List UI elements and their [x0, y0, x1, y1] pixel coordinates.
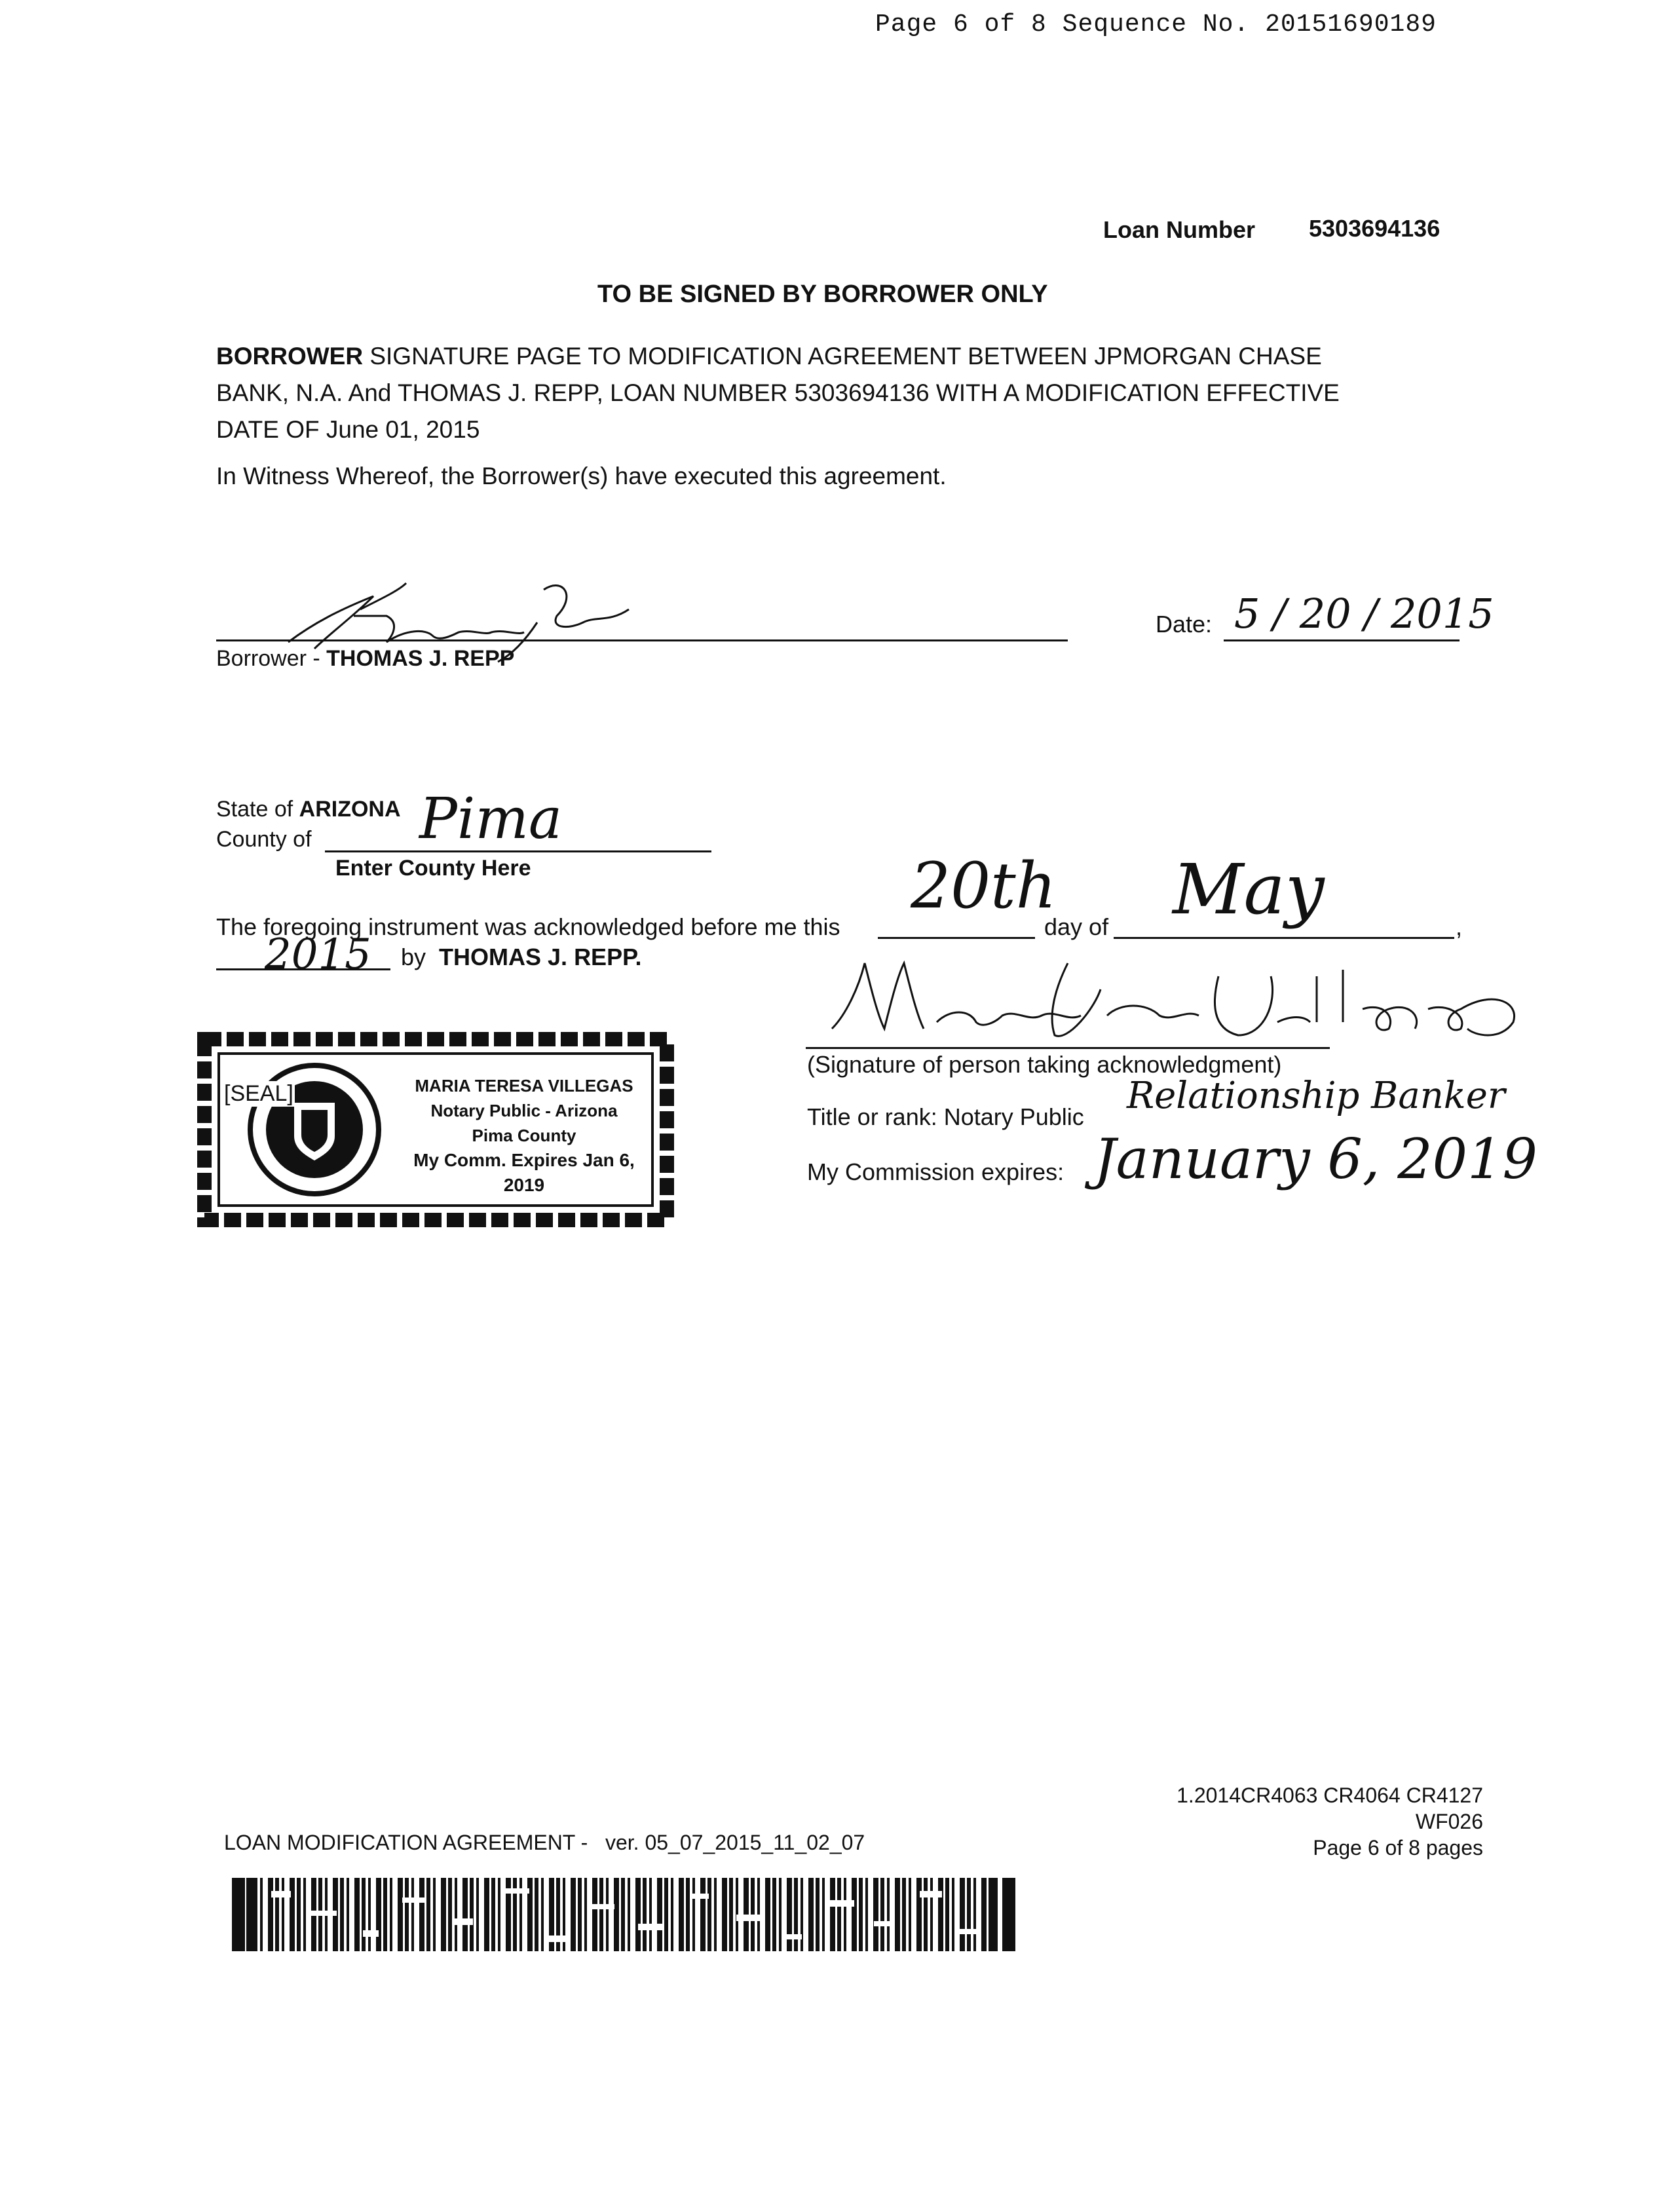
- sequence-header: Page 6 of 8 Sequence No. 20151690189: [875, 10, 1437, 39]
- intro-line-1: [216, 338, 1340, 375]
- loan-number-value: 5303694136: [1309, 215, 1441, 242]
- by-label: by: [401, 944, 426, 970]
- by-row: [401, 944, 641, 971]
- borrower-label: Borrower -: [216, 646, 327, 671]
- stamp-line-1: MARIA TERESA VILLEGAS: [415, 1076, 633, 1096]
- year-handwritten: 2015: [265, 930, 371, 979]
- loan-number-label: Loan Number: [1103, 216, 1256, 243]
- intro-lead: BORROWER: [216, 343, 364, 370]
- intro-line-2: BANK, N.A. And THOMAS J. REPP, LOAN NUMBER 5303694136 WITH A MODIFICATION EFFECTIVE: [216, 379, 1340, 406]
- title-rank-label: Title or rank: Notary Public: [807, 1103, 1084, 1130]
- ack-text: The foregoing instrument was acknowledged before me this: [216, 913, 840, 940]
- commission-handwritten: January 6, 2019: [1094, 1127, 1537, 1191]
- footer-agreement-row: [224, 1831, 865, 1855]
- state-label: State of: [216, 797, 299, 822]
- county-handwritten: Pima: [419, 786, 563, 852]
- footer-codes: [1074, 1782, 1483, 1861]
- seal-label: [SEAL]: [224, 1081, 293, 1106]
- borrower-name: THOMAS J. REPP: [326, 646, 515, 671]
- month-handwritten: May: [1173, 849, 1325, 930]
- date-label: Date:: [1156, 611, 1213, 638]
- date-line: [1224, 639, 1460, 641]
- intro-line-1-rest: SIGNATURE PAGE TO MODIFICATION AGREEMENT BETWEEN JPMORGAN CHASE: [363, 343, 1322, 370]
- notary-signature: [819, 937, 1526, 1061]
- intro-line-3: DATE OF June 01, 2015: [216, 416, 480, 443]
- footer-codes-line-2: WF026: [1415, 1810, 1483, 1833]
- stamp-line-2: Notary Public - Arizona: [430, 1101, 618, 1120]
- footer-page-text: Page 6 of 8 pages: [1313, 1836, 1483, 1859]
- barcode-pattern: [232, 1878, 1015, 1951]
- footer-codes-line-1: 1.2014CR4063 CR4064 CR4127: [1177, 1783, 1483, 1807]
- notary-stamp: [197, 1031, 675, 1228]
- by-name: THOMAS J. REPP.: [439, 944, 642, 970]
- county-label: County of: [216, 827, 312, 852]
- state-row: [216, 797, 401, 822]
- intro-paragraph: [216, 338, 1340, 448]
- stamp-text: [393, 1073, 655, 1198]
- title-rank-handwritten: Relationship Banker: [1127, 1075, 1505, 1117]
- stamp-line-3: Pima County: [472, 1126, 576, 1145]
- state-value: ARIZONA: [299, 797, 401, 822]
- stamp-line-4: My Comm. Expires Jan 6, 2019: [413, 1150, 635, 1195]
- footer-version: ver. 05_07_2015_11_02_07: [605, 1831, 865, 1854]
- signature-caption: (Signature of person taking acknowledgment): [807, 1051, 1282, 1078]
- footer-agreement-label: LOAN MODIFICATION AGREEMENT -: [224, 1831, 588, 1854]
- notary-signature-line: [806, 1047, 1330, 1049]
- page-title: TO BE SIGNED BY BORROWER ONLY: [597, 280, 1048, 308]
- county-hint: Enter County Here: [335, 856, 531, 881]
- day-of-label: day of: [1044, 913, 1109, 940]
- borrower-label-row: [216, 646, 514, 672]
- borrower-date-handwritten: 5 / 20 / 2015: [1234, 590, 1494, 638]
- witness-statement: In Witness Whereof, the Borrower(s) have executed this agreement.: [216, 463, 947, 489]
- month-comma: ,: [1456, 913, 1463, 940]
- commission-label: My Commission expires:: [807, 1158, 1065, 1185]
- day-handwritten: 20th: [911, 849, 1057, 923]
